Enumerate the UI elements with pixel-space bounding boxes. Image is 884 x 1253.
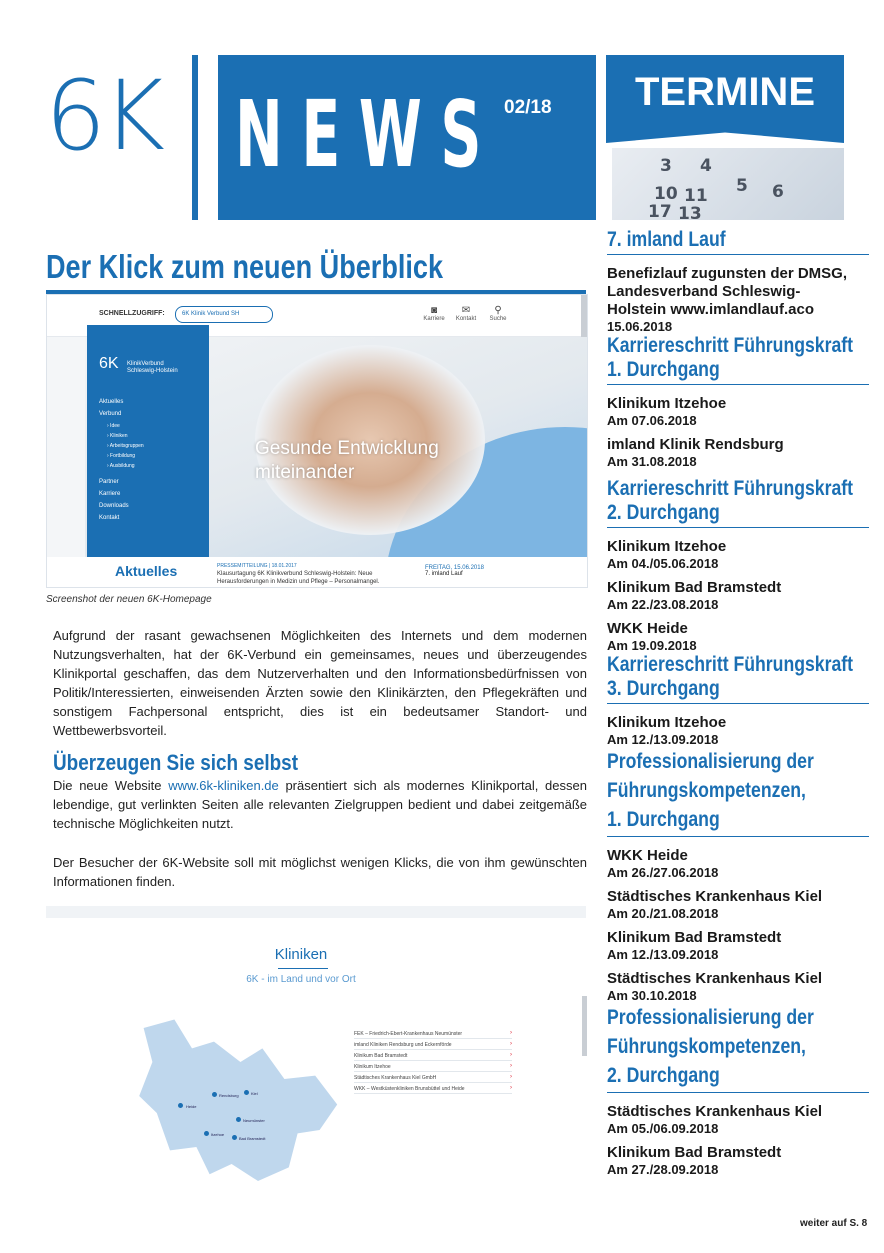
article-paragraph: Der Besucher der 6K-Website soll mit möglichst wenigen Klicks, die von ihm gewünschten Informationen finden.	[53, 855, 587, 889]
hero-headline	[255, 437, 439, 485]
event-title: 1. Durchgang	[607, 808, 720, 831]
event-location: WKK Heide	[607, 847, 688, 864]
event-date: Am 31.08.2018	[607, 454, 697, 469]
suche-icon-button	[483, 305, 513, 322]
arrow-right-icon: ›	[510, 1074, 512, 1080]
camera-icon: ◙	[430, 305, 438, 316]
event-location: Klinikum Bad Bramstedt	[607, 579, 782, 596]
calendar-number: 5	[736, 176, 748, 196]
screenshot-band	[46, 906, 586, 918]
event-date: Am 19.09.2018	[607, 638, 697, 653]
sidebar-nav-item: Kontakt	[99, 515, 120, 521]
event-description: Holstein www.imlandlauf.aco	[607, 301, 814, 318]
logo-divider	[192, 55, 198, 220]
event-date: Am 30.10.2018	[607, 988, 697, 1003]
map-place: Rendsburg	[219, 1093, 239, 1098]
sidebar-brand-sub	[127, 361, 178, 375]
screenshot-sidebar	[87, 325, 209, 557]
calendar-number: 4	[700, 156, 712, 176]
event-location: imland Klinik Rendsburg	[607, 436, 784, 453]
event-date: Am 26./27.06.2018	[607, 865, 719, 880]
event-title: Karriereschritt Führungskraft	[607, 477, 854, 500]
kliniken-list-item[interactable]	[354, 1072, 512, 1083]
event-date: Am 27./28.09.2018	[607, 1162, 719, 1177]
calendar-number: 13	[678, 204, 702, 220]
article-subheadline: Überzeugen Sie sich selbst	[53, 750, 298, 775]
brand-sub-line: Schleswig-Holstein	[127, 368, 178, 374]
klinik-name: WKK – Westküstenkliniken Brunsbüttel und Heide	[354, 1086, 465, 1092]
klinik-name: Städtisches Krankenhaus Kiel GmbH	[354, 1075, 437, 1081]
map-marker	[236, 1117, 241, 1122]
event-location: Städtisches Krankenhaus Kiel	[607, 970, 823, 987]
event-date: Am 12./13.09.2018	[607, 732, 719, 747]
kliniken-list-item[interactable]	[354, 1028, 512, 1039]
klinik-name: imland Kliniken Rendsburg und Eckernförde	[354, 1042, 452, 1048]
map-marker	[244, 1090, 249, 1095]
hero-line: Gesunde Entwicklung	[255, 438, 439, 459]
kliniken-title: Kliniken	[274, 946, 328, 963]
event-title: Professionalisierung der	[607, 750, 814, 773]
sidebar-nav-item: › Ausbildung	[107, 463, 135, 469]
article-paragraph	[53, 776, 587, 833]
kliniken-subtitle: 6K - im Land und vor Ort	[246, 974, 356, 985]
continued-note: weiter auf S. 8	[800, 1218, 868, 1229]
calendar-number: 11	[684, 186, 708, 206]
map-marker	[212, 1092, 217, 1097]
event-description: Benefizlauf zugunsten der DMSG,	[607, 265, 848, 282]
map-marker	[178, 1103, 183, 1108]
article-paragraph: Aufgrund der rasant gewachsenen Möglichkeiten des Internets und dem modernen Nutzungsverhalten, hat der 6K-Verbund ein gemeinsames, neues und überzeugendes Klinikportal geschaffen, das dem Nutzerverhalten und den Informationsbedürfnissen von Politik/Interessierten, einweisenden Ärzten sowie den Klinikärzten, den Pflegekräften und sonstigem Fachpersonal entspricht, dies ist ein bedeutsamer Standort- und Wettbewerbsvorteil.	[53, 628, 587, 738]
map-place: Itzehoe	[211, 1132, 225, 1137]
event-date: Am 04./05.06.2018	[607, 556, 719, 571]
kliniken-list-item[interactable]	[354, 1061, 512, 1072]
website-link[interactable]: www.6k-kliniken.de	[168, 778, 279, 793]
screenshot-news-strip	[47, 557, 587, 588]
event-location: WKK Heide	[607, 620, 688, 637]
quick-access-select: 6K Klinik Verbund SH	[175, 306, 273, 323]
event-title: Professionalisierung der	[607, 1006, 814, 1029]
map-marker	[204, 1131, 209, 1136]
event-date	[425, 565, 484, 577]
event-rule	[607, 1092, 869, 1093]
event-date: Am 20./21.08.2018	[607, 906, 719, 921]
screenshot-caption: Screenshot der neuen 6K-Homepage	[46, 594, 212, 605]
event-title: Führungskompetenzen,	[607, 779, 806, 802]
kliniken-list-item[interactable]	[354, 1039, 512, 1050]
arrow-right-icon: ›	[510, 1085, 512, 1091]
termine-column	[607, 228, 875, 1177]
article-headline: Der Klick zum neuen Überblick	[46, 248, 443, 285]
paragraph-text: Die neue Website	[53, 778, 169, 793]
event-rule	[607, 527, 869, 528]
sidebar-nav-item: Downloads	[99, 503, 129, 509]
event-location: Klinikum Itzehoe	[607, 714, 727, 731]
mail-icon: ✉	[461, 305, 471, 316]
sidebar-brand: 6K	[99, 355, 119, 372]
press-text: Klausurtagung 6K Klinikverbund Schleswig-Holstein: Neue Herausforderungen in Medizin und Pflege – Personalmangel.	[217, 571, 380, 585]
sidebar-nav-item: Partner	[99, 479, 119, 485]
event-date: Am 22./23.08.2018	[607, 597, 719, 612]
event-location: Klinikum Itzehoe	[607, 395, 727, 412]
event-location: Klinikum Bad Bramstedt	[607, 929, 782, 946]
kliniken-list-item[interactable]	[354, 1083, 512, 1094]
map-place: Kiel	[251, 1091, 258, 1096]
karriere-icon-button	[419, 305, 449, 322]
event-title: Karriereschritt Führungskraft	[607, 334, 854, 357]
screenshot-scrollbar	[582, 996, 587, 1056]
event-date-item: 7. imland Lauf	[425, 571, 463, 577]
kontakt-icon-button	[451, 305, 481, 322]
event-title: 7. imland Lauf	[607, 228, 726, 251]
calendar-image	[612, 148, 844, 220]
sidebar-nav-item: › Arbeitsgruppen	[107, 443, 144, 449]
kliniken-list-item[interactable]	[354, 1050, 512, 1061]
klinik-name: Klinikum Itzehoe	[354, 1064, 391, 1070]
map-marker	[232, 1135, 237, 1140]
logo-6k: 6K	[45, 60, 162, 172]
icon-label: Kontakt	[455, 316, 477, 322]
press-release	[217, 562, 417, 586]
sidebar-nav-item: Verbund	[99, 411, 122, 417]
kliniken-rule	[278, 968, 328, 969]
event-date: Am 05./06.09.2018	[607, 1121, 719, 1136]
map-place: Heide	[186, 1104, 197, 1109]
event-title: Karriereschritt Führungskraft	[607, 653, 854, 676]
event-title: 2. Durchgang	[607, 1064, 720, 1087]
event-date-text: FREITAG, 15.06.2018	[425, 565, 484, 571]
event-date: Am 12./13.09.2018	[607, 947, 719, 962]
event-title: 2. Durchgang	[607, 501, 720, 524]
event-date: Am 07.06.2018	[607, 413, 697, 428]
event-date: 15.06.2018	[607, 319, 673, 334]
icon-label: Karriere	[423, 316, 445, 322]
issue-number: 02/18	[504, 97, 552, 118]
homepage-screenshot	[46, 294, 588, 588]
icon-label: Suche	[489, 316, 507, 322]
sidebar-nav-item: Aktuelles	[99, 399, 124, 405]
arrow-right-icon: ›	[510, 1030, 512, 1036]
event-title: 3. Durchgang	[607, 677, 720, 700]
sidebar-nav-item: › Fortbildung	[107, 453, 136, 459]
calendar-number: 17	[648, 202, 672, 220]
paragraph-text: präsentiert sich als modernes Klinikportal, dessen lebendige, gut verlinkten Seiten alle relevanten Zielgruppen bedient und dabei zeitgemäße technische Möglichkeiten nutzt.	[53, 778, 587, 831]
sidebar-nav-item: › Kliniken	[107, 433, 128, 439]
event-title: Führungskompetenzen,	[607, 1035, 806, 1058]
event-rule	[607, 384, 869, 385]
press-tag: PRESSEMITTEILUNG | 18.01.2017	[217, 563, 297, 569]
calendar-number: 3	[660, 156, 672, 176]
map-place: Neumünster	[243, 1118, 265, 1123]
kliniken-screenshot	[46, 906, 588, 1200]
event-rule	[607, 703, 869, 704]
aktuelles-heading: Aktuelles	[115, 563, 178, 579]
event-location: Städtisches Krankenhaus Kiel	[607, 1103, 823, 1120]
termine-title: TERMINE	[635, 70, 815, 114]
klinik-name: FEK – Friedrich-Ebert-Krankenhaus Neumünster	[354, 1031, 463, 1037]
map-place: Bad Bramstedt	[239, 1136, 266, 1141]
sidebar-nav-item: › Idee	[107, 423, 120, 429]
event-location: Klinikum Itzehoe	[607, 538, 727, 555]
sidebar-nav-item: Karriere	[99, 491, 121, 497]
hero-line: miteinander	[255, 462, 355, 483]
event-rule	[607, 254, 869, 255]
klinik-name: Klinikum Bad Bramstedt	[354, 1053, 408, 1059]
kliniken-list	[354, 1028, 512, 1094]
event-title: 1. Durchgang	[607, 358, 720, 381]
event-location: Städtisches Krankenhaus Kiel	[607, 888, 823, 905]
event-description: Landesverband Schleswig-	[607, 283, 801, 300]
calendar-number: 6	[772, 182, 784, 202]
event-rule	[607, 836, 869, 837]
arrow-right-icon: ›	[510, 1041, 512, 1047]
calendar-number: 10	[654, 184, 678, 204]
brand-sub-line: KlinikVerbund	[127, 361, 164, 367]
search-icon: ⚲	[494, 305, 502, 316]
arrow-right-icon: ›	[510, 1052, 512, 1058]
news-title: NEWS	[235, 81, 501, 188]
event-location: Klinikum Bad Bramstedt	[607, 1144, 782, 1161]
arrow-right-icon: ›	[510, 1063, 512, 1069]
quick-access-label: SCHNELLZUGRIFF:	[99, 310, 165, 317]
